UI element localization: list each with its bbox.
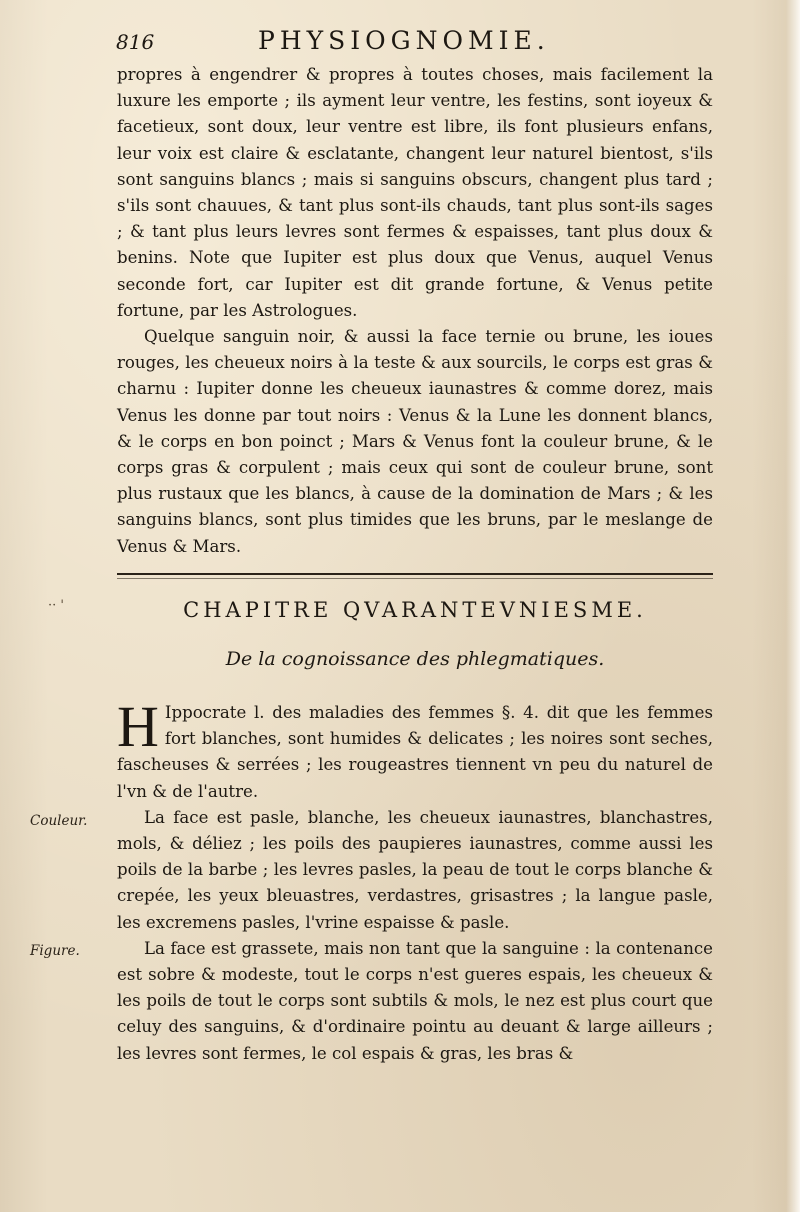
section-divider [117, 573, 713, 575]
text-block-top [117, 62, 713, 560]
margin-note-figure: Figure. [30, 943, 80, 959]
margin-mark: ·· ' [48, 598, 64, 613]
paragraph-text: Ippocrate l. des maladies des femmes §. 4. dit que les femmes fort blanches, sont humides & delicates ; les noires sont seches, fascheuses & serrées ; les rougeastres tiennent vn peu du naturel de l'vn & de l'autre. [117, 703, 713, 801]
running-title: PHYSIOGNOMIE. [258, 26, 550, 55]
section-divider-thin [117, 578, 713, 579]
paragraph: Quelque sanguin noir, & aussi la face ternie ou brune, les ioues rouges, les cheueux noirs à la teste & aux sourcils, le corps est gras & charnu : Iupiter donne les cheueux iaunastres & comme dorez, mais Venus les donne par tout noirs : Venus & la Lune les donnent blancs, & le corps en bon poinct ; Mars & Venus font la couleur brune, & le corps gras & corpulent ; mais ceux qui sont de couleur brune, sont plus rustaux que les blancs, à cause de la domination de Mars ; & les sanguins blancs, sont plus timides que les bruns, par le meslange de Venus & Mars. [117, 327, 713, 556]
chapter-title: CHAPITRE QVARANTEVNIESME. [183, 598, 647, 622]
chapter-subtitle: De la cognoissance des phlegmatiques. [225, 648, 605, 670]
paragraph: propres à engendrer & propres à toutes choses, mais facilement la luxure les emporte ; ils ayment leur ventre, les festins, sont ioyeux & facetieux, sont doux, leur ventre est libre, ils font plusieurs enfans, leur voix est claire & esclatante, changent leur naturel bientost, s'ils sont sanguins blancs ; mais si sanguins obscurs, changent plus tard ; s'ils sont chauues, & tant plus sont-ils chauds, tant plus sont-ils sages ; & tant plus leurs levres sont fermes & espaisses, tant plus doux & benins. Note que Iupiter est plus doux que Venus, auquel Venus seconde fort, car Iupiter est dit grande fortune, & Venus petite fortune, par les Astrologues. [117, 65, 713, 320]
page-number: 816 [116, 30, 155, 54]
paragraph: La face est grassete, mais non tant que la sanguine : la contenance est sobre & modeste, tout le corps n'est gueres espais, les cheueux & les poils de tout le corps sont subtils & mols, le nez est plus court que celuy des sanguins, & d'ordinaire pointu au deuant & large ailleurs ; les levres sont fermes, le col espais & gras, les bras & [117, 938, 713, 1063]
page-header [116, 26, 716, 60]
drop-cap: H [117, 694, 159, 759]
margin-note-couleur: Couleur. [30, 813, 88, 829]
text-block-chapter [117, 694, 713, 1067]
paragraph: La face est pasle, blanche, les cheueux iaunastres, blanchastres, mols, & déliez ; les poils des paupieres iaunastres, comme aussi les poils de la barbe ; les levres pasles, la peau de tout le corps blanche & crepée, les yeux bleuastres, verdastres, grisastres ; la langue pasle, les excremens pasles, l'vrine espaisse & pasle. [117, 807, 713, 932]
paragraph [117, 694, 713, 805]
